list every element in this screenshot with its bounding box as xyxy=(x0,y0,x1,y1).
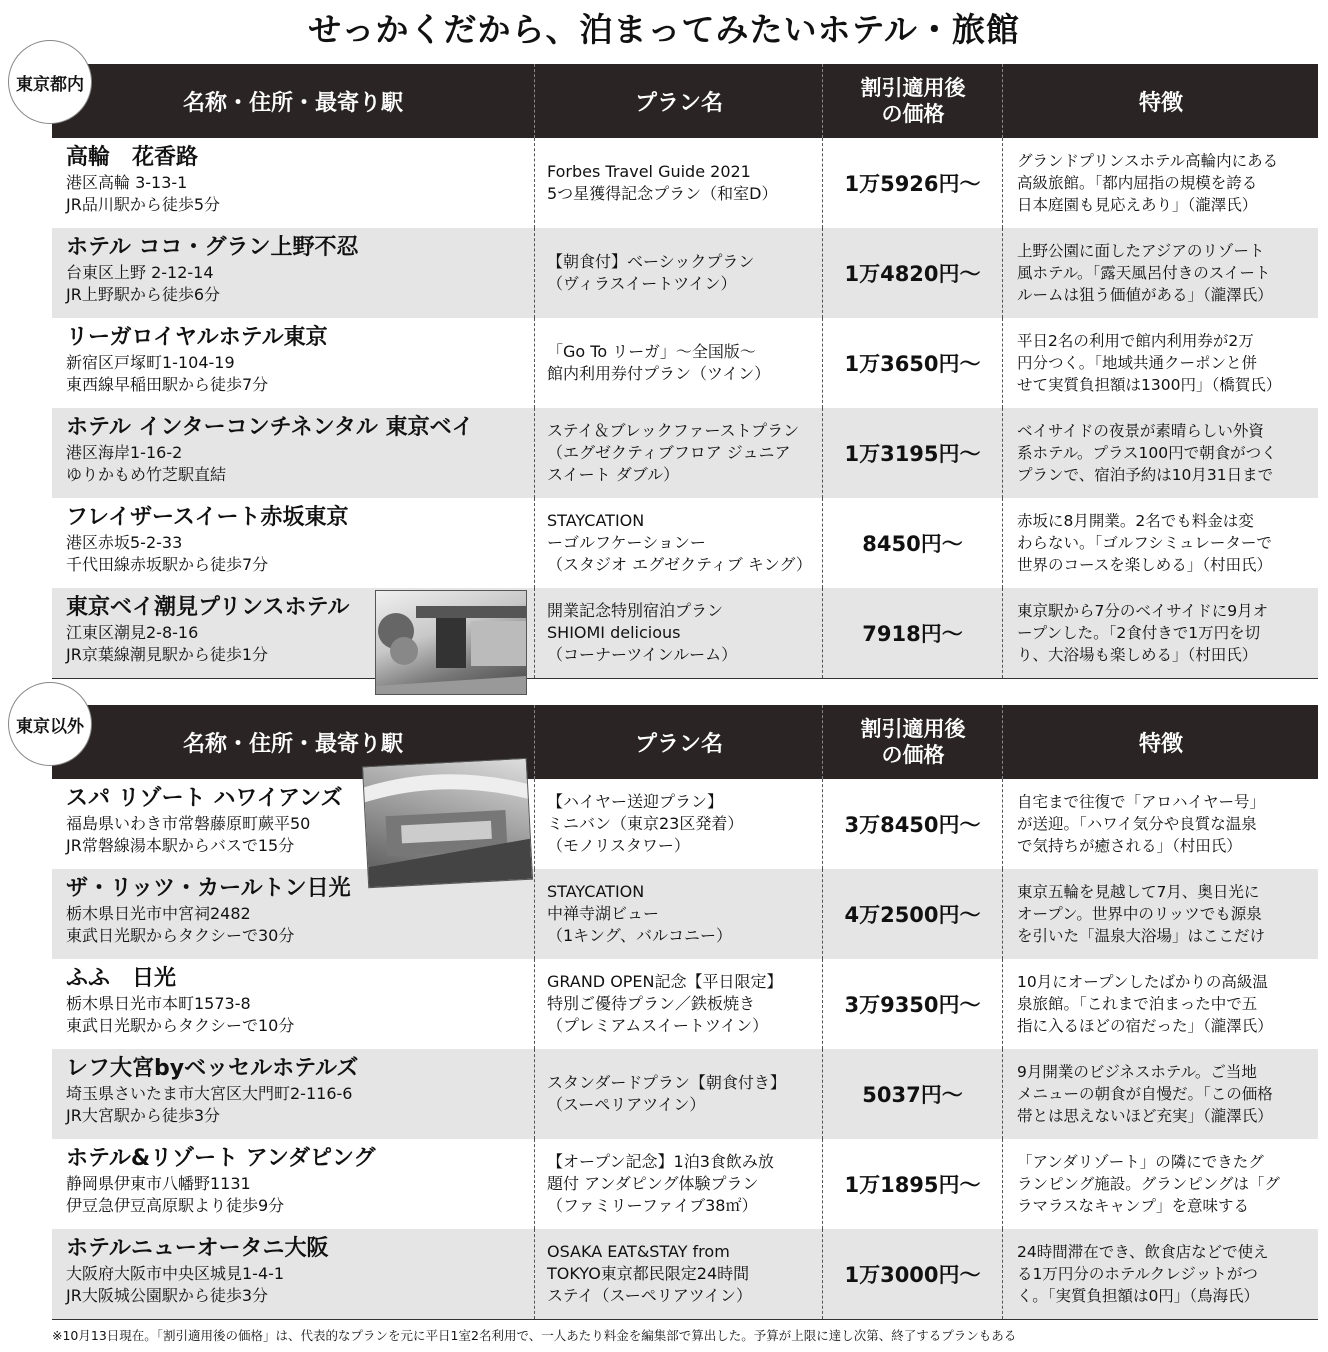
hotel-info xyxy=(52,228,534,318)
hotel-address: 台東区上野 2-12-14 xyxy=(66,263,214,282)
hotel-station: JR品川駅から徒歩5分 xyxy=(66,195,221,214)
feature-text: 東京五輪を見越して7月、奥日光に オープン。世界中のリッツでも源泉 を引いた「温泉大浴場」はここだけ xyxy=(1002,869,1318,959)
table-row xyxy=(52,318,1318,408)
plan-name: OSAKA EAT&STAY from TOKYO東京都民限定24時間 ステイ（スーペリアツイン） xyxy=(534,1229,822,1319)
hotel-station: JR大阪城公園駅から徒歩3分 xyxy=(66,1286,269,1305)
hotel-station: JR上野駅から徒歩6分 xyxy=(66,285,221,304)
price: 7918円〜 xyxy=(822,588,1002,678)
price: 1万3000円〜 xyxy=(822,1229,1002,1319)
hotel-address: 埼玉県さいたま市大宮区大門町2-116-6 xyxy=(66,1084,353,1103)
price: 1万3650円〜 xyxy=(822,318,1002,408)
hotel-photo-hawaiians xyxy=(362,758,533,888)
feature-text: ベイサイドの夜景が素晴らしい外資 系ホテル。プラス100円で朝食がつく プランで、宿泊予約は10月31日まで xyxy=(1002,408,1318,498)
plan-name: スタンダードプラン【朝食付き】 （スーペリアツイン） xyxy=(534,1049,822,1139)
hotel-info xyxy=(52,1049,534,1139)
header-plan: プラン名 xyxy=(534,64,823,138)
price: 8450円〜 xyxy=(822,498,1002,588)
hotel-station: JR大宮駅から徒歩3分 xyxy=(66,1106,221,1125)
hotel-station: 千代田線赤坂駅から徒歩7分 xyxy=(66,555,269,574)
hotel-name: 東京ベイ潮見プリンスホテル xyxy=(66,595,350,620)
hotel-info xyxy=(52,138,534,228)
hotel-station: 東西線早稲田駅から徒歩7分 xyxy=(66,375,269,394)
header-name: 名称・住所・最寄り駅 xyxy=(182,731,403,757)
feature-text: 9月開業のビジネスホテル。ご当地 メニューの朝食が自慢だ。「この価格 帯とは思えないほど充実」（瀧澤氏） xyxy=(1002,1049,1318,1139)
table-bottom-border xyxy=(52,678,1318,679)
table-outside-tokyo xyxy=(52,705,1318,1316)
hotel-address: 港区赤坂5-2-33 xyxy=(66,533,183,552)
section-badge-outside-tokyo: 東京以外 xyxy=(8,682,92,766)
price: 1万3195円〜 xyxy=(822,408,1002,498)
plan-name: Forbes Travel Guide 2021 5つ星獲得記念プラン（和室D） xyxy=(534,138,822,228)
feature-text: 東京駅から7分のベイサイドに9月オ ープンした。「2食付きで1万円を切 り、大浴場も楽しめる」（村田氏） xyxy=(1002,588,1318,678)
hotel-name: フレイザースイート赤坂東京 xyxy=(66,505,349,530)
price: 1万5926円〜 xyxy=(822,138,1002,228)
page-title: せっかくだから、泊まってみたいホテル・旅館 xyxy=(308,10,1020,49)
hotel-photo-shiomi xyxy=(375,590,527,695)
feature-text: 24時間滞在でき、飲食店などで使え る1万円分のホテルクレジットがつ く。「実質負担額は0円」（鳥海氏） xyxy=(1002,1229,1318,1319)
feature-text: 赤坂に8月開業。2名でも料金は変 わらない。「ゴルフシミュレーターで 世界のコースを楽しめる」（村田氏） xyxy=(1002,498,1318,588)
hotel-address: 港区海岸1-16-2 xyxy=(66,443,183,462)
feature-text: 平日2名の利用で館内利用券が2万 円分つく。「地域共通クーポンと併 せて実質負担額は1300円」（橋賀氏） xyxy=(1002,318,1318,408)
hotel-station: 東武日光駅からタクシーで30分 xyxy=(66,926,295,945)
price: 3万8450円〜 xyxy=(822,779,1002,869)
hotel-name: ザ・リッツ・カールトン日光 xyxy=(66,876,351,901)
hotel-info xyxy=(52,1229,534,1319)
hotel-info xyxy=(52,408,534,498)
hotel-station: 東武日光駅からタクシーで10分 xyxy=(66,1016,295,1035)
hotel-info xyxy=(52,318,534,408)
hotel-address: 栃木県日光市本町1573-8 xyxy=(66,994,251,1013)
hotel-station: ゆりかもめ竹芝駅直結 xyxy=(66,465,227,484)
table-row xyxy=(52,228,1318,318)
plan-name: STAYCATION 中禅寺湖ビュー （1キング、バルコニー） xyxy=(534,869,822,959)
hotel-info xyxy=(52,498,534,588)
feature-text: 「アンダリゾート」の隣にできたグ ランピング施設。グランピングは「グ ラマラスなキャンプ」を意味する xyxy=(1002,1139,1318,1229)
hotel-address: 福島県いわき市常磐藤原町蕨平50 xyxy=(66,814,311,833)
hotel-info xyxy=(52,959,534,1049)
table-tokyo xyxy=(52,64,1318,675)
feature-text: 10月にオープンしたばかりの高級温 泉旅館。「これまで泊まった中で五 指に入るほどの宿だった」（瀧澤氏） xyxy=(1002,959,1318,1049)
hotel-address: 大阪府大阪市中央区城見1-4-1 xyxy=(66,1264,285,1283)
plan-name: 「Go To リーガ」〜全国版〜 館内利用券付プラン（ツイン） xyxy=(534,318,822,408)
hotel-name: リーガロイヤルホテル東京 xyxy=(66,325,328,350)
hotel-name: 高輪 花香路 xyxy=(66,145,199,170)
hotel-name: ホテル ココ・グラン上野不忍 xyxy=(66,235,359,260)
price: 1万4820円〜 xyxy=(822,228,1002,318)
hotel-info xyxy=(52,1139,534,1229)
feature-text: グランドプリンスホテル高輪内にある 高級旅館。「都内屈指の規模を誇る 日本庭園も見応えあり」（瀧澤氏） xyxy=(1002,138,1318,228)
table-row xyxy=(52,1229,1318,1319)
footnote: ※10月13日現在。「割引適用後の価格」は、代表的なプランを元に平日1室2名利用で、一人あたり料金を編集部で算出した。予算が上限に達し次第、終了するプランもある xyxy=(52,1328,1017,1343)
header-feature: 特徴 xyxy=(1002,705,1319,779)
table-row xyxy=(52,1049,1318,1139)
hotel-name: スパ リゾート ハワイアンズ xyxy=(66,786,343,811)
table-row xyxy=(52,779,1318,869)
header-feature: 特徴 xyxy=(1002,64,1319,138)
plan-name: 開業記念特別宿泊プラン SHIOMI delicious （コーナーツインルーム） xyxy=(534,588,822,678)
price: 3万9350円〜 xyxy=(822,959,1002,1049)
hotel-station: JR常磐線湯本駅からバスで15分 xyxy=(66,836,295,855)
hotel-address: 静岡県伊東市八幡野1131 xyxy=(66,1174,251,1193)
table-header xyxy=(52,705,1318,779)
hotel-name: レフ大宮byベッセルホテルズ xyxy=(66,1056,359,1081)
hotel-name: ふふ 日光 xyxy=(66,966,177,991)
table-row xyxy=(52,1139,1318,1229)
feature-text: 上野公園に面したアジアのリゾート 風ホテル。「露天風呂付きのスイート ルームは狙う価値がある」（瀧澤氏） xyxy=(1002,228,1318,318)
feature-text: 自宅まで往復で「アロハイヤー号」 が送迎。「ハワイ気分や良質な温泉 で気持ちが癒される」（村田氏） xyxy=(1002,779,1318,869)
header-plan: プラン名 xyxy=(534,705,823,779)
plan-name: ステイ＆ブレックファーストプラン （エグゼクティブフロア ジュニア スイート ダブル） xyxy=(534,408,822,498)
hotel-station: JR京葉線潮見駅から徒歩1分 xyxy=(66,645,269,664)
table-row xyxy=(52,408,1318,498)
price: 1万1895円〜 xyxy=(822,1139,1002,1229)
hotel-address: 新宿区戸塚町1-104-19 xyxy=(66,353,235,372)
hotel-name: ホテル&リゾート アンダピング xyxy=(66,1146,376,1171)
table-row xyxy=(52,138,1318,228)
header-name: 名称・住所・最寄り駅 xyxy=(182,90,403,116)
price: 4万2500円〜 xyxy=(822,869,1002,959)
hotel-name: ホテルニューオータニ大阪 xyxy=(66,1236,329,1261)
hotel-station: 伊豆急伊豆高原駅より徒歩9分 xyxy=(66,1196,285,1215)
plan-name: GRAND OPEN記念【平日限定】 特別ご優待プラン／鉄板焼き （プレミアムスイートツイン） xyxy=(534,959,822,1049)
header-price: 割引適用後 の価格 xyxy=(822,705,1003,779)
table-bottom-border xyxy=(52,1319,1318,1320)
hotel-address: 栃木県日光市中宮祠2482 xyxy=(66,904,251,923)
hotel-address: 江東区潮見2-8-16 xyxy=(66,623,199,642)
section-badge-tokyo: 東京都内 xyxy=(8,40,92,124)
table-row xyxy=(52,959,1318,1049)
table-row xyxy=(52,588,1318,678)
plan-name: 【ハイヤー送迎プラン】 ミニバン（東京23区発着） （モノリスタワー） xyxy=(534,779,822,869)
table-header xyxy=(52,64,1318,138)
table-row xyxy=(52,869,1318,959)
plan-name: 【オープン記念】1泊3食飲み放 題付 アンダピング体験プラン （ファミリーファイブ38㎡） xyxy=(534,1139,822,1229)
price: 5037円〜 xyxy=(822,1049,1002,1139)
hotel-address: 港区高輪 3-13-1 xyxy=(66,173,188,192)
plan-name: STAYCATION ーゴルフケーションー （スタジオ エグゼクティブ キング） xyxy=(534,498,822,588)
header-price: 割引適用後 の価格 xyxy=(822,64,1003,138)
hotel-name: ホテル インターコンチネンタル 東京ベイ xyxy=(66,415,474,440)
table-row xyxy=(52,498,1318,588)
plan-name: 【朝食付】ベーシックプラン （ヴィラスイートツイン） xyxy=(534,228,822,318)
